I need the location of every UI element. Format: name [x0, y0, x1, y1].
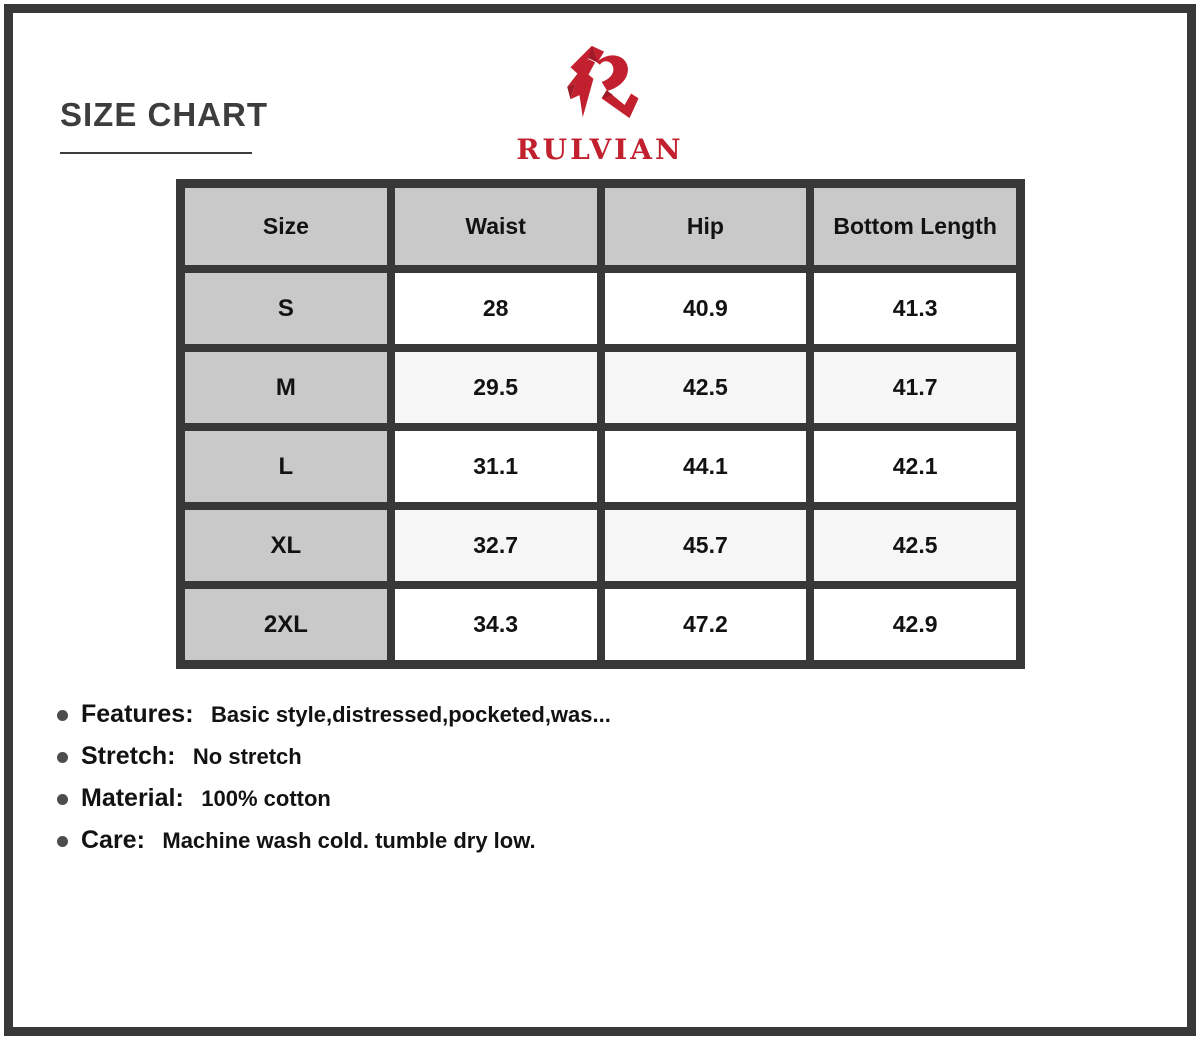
bullet-icon — [57, 836, 68, 847]
detail-value: Basic style,distressed,pocketed,was... — [211, 702, 611, 727]
table-cell-size-s: S — [185, 273, 387, 344]
table-cell-waist-m: 29.5 — [395, 352, 597, 423]
table-header-bottom-length: Bottom Length — [814, 188, 1016, 265]
table-cell-waist-s: 28 — [395, 273, 597, 344]
detail-features — [57, 700, 611, 732]
product-details-list — [57, 700, 611, 868]
bullet-icon — [57, 794, 68, 805]
detail-value: 100% cotton — [201, 786, 331, 811]
table-cell-size-m: M — [185, 352, 387, 423]
table-cell-hip-s: 40.9 — [605, 273, 807, 344]
table-cell-hip-m: 42.5 — [605, 352, 807, 423]
table-cell-bottom-length-s: 41.3 — [814, 273, 1016, 344]
page-title: SIZE CHART — [60, 96, 268, 133]
detail-material — [57, 784, 611, 816]
bullet-icon — [57, 752, 68, 763]
detail-value: No stretch — [192, 744, 302, 769]
detail-stretch — [57, 742, 611, 774]
detail-label: Features: — [81, 700, 194, 728]
detail-label: Material: — [81, 784, 184, 812]
detail-label: Care: — [81, 826, 145, 854]
size-table — [176, 179, 1025, 669]
table-cell-bottom-length-2xl: 42.9 — [814, 589, 1016, 660]
table-cell-bottom-length-l: 42.1 — [814, 431, 1016, 502]
table-cell-size-xl: XL — [185, 510, 387, 581]
brand-logo-r-icon — [559, 38, 641, 126]
table-cell-hip-xl: 45.7 — [605, 510, 807, 581]
table-cell-waist-l: 31.1 — [395, 431, 597, 502]
detail-label: Stretch: — [81, 742, 176, 770]
table-cell-hip-l: 44.1 — [605, 431, 807, 502]
table-cell-waist-2xl: 34.3 — [395, 589, 597, 660]
table-cell-size-l: L — [185, 431, 387, 502]
table-header-size: Size — [185, 188, 387, 265]
table-cell-size-2xl: 2XL — [185, 589, 387, 660]
detail-value: Machine wash cold. tumble dry low. — [162, 828, 536, 853]
table-cell-waist-xl: 32.7 — [395, 510, 597, 581]
table-cell-hip-2xl: 47.2 — [605, 589, 807, 660]
table-header-hip: Hip — [605, 188, 807, 265]
bullet-icon — [57, 710, 68, 721]
brand-name: RULVIAN — [516, 133, 684, 166]
table-cell-bottom-length-xl: 42.5 — [814, 510, 1016, 581]
brand-logo — [500, 38, 700, 166]
table-header-waist: Waist — [395, 188, 597, 265]
detail-care — [57, 826, 611, 858]
title-underline — [60, 152, 252, 154]
table-cell-bottom-length-m: 41.7 — [814, 352, 1016, 423]
